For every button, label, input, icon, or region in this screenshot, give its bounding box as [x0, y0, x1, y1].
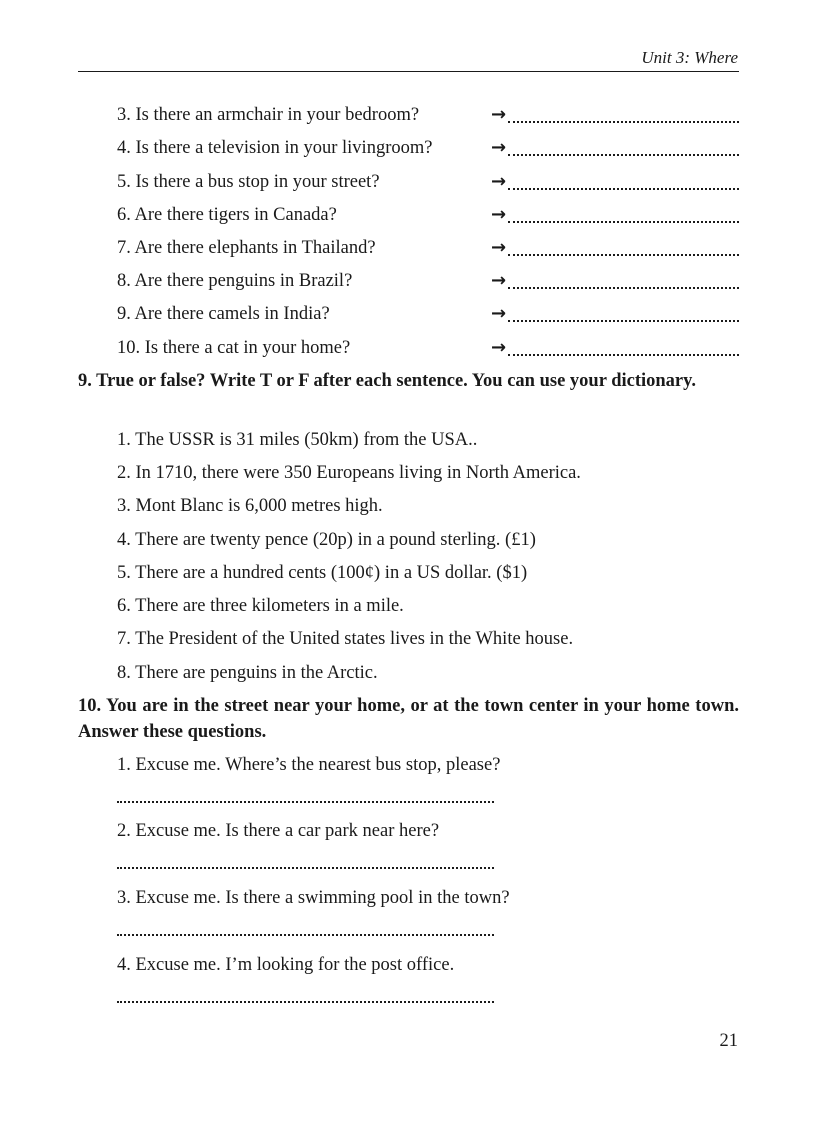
arrow-right-icon: →	[491, 337, 507, 358]
answer-blank[interactable]	[491, 104, 739, 126]
answer-line[interactable]	[117, 1001, 494, 1003]
statement-item: 1. The USSR is 31 miles (50km) from the USA..	[117, 430, 478, 450]
unit-title: Unit 3: Where	[641, 48, 738, 67]
arrow-right-icon: →	[491, 237, 507, 258]
exercise-10-heading: 10. You are in the street near your home, or at the town center in your home town. Answer these questions.	[78, 696, 739, 742]
answer-blank[interactable]	[491, 337, 739, 359]
question-item: 2. Excuse me. Is there a car park near here?	[117, 821, 440, 841]
answer-blank[interactable]	[491, 204, 739, 226]
statement-item: 5. There are a hundred cents (100¢) in a US dollar. ($1)	[117, 563, 528, 583]
question-text: 9. Are there camels in India?	[117, 304, 330, 324]
statement-item: 4. There are twenty pence (20p) in a pound sterling. (£1)	[117, 530, 536, 550]
dotted-line	[508, 320, 739, 322]
question-row	[117, 204, 739, 226]
answer-line[interactable]	[117, 801, 494, 803]
answer-blank[interactable]	[491, 171, 739, 193]
dotted-line	[508, 188, 739, 190]
answer-blank[interactable]	[491, 137, 739, 159]
question-text: 5. Is there a bus stop in your street?	[117, 172, 380, 192]
dotted-line	[508, 154, 739, 156]
question-item: 1. Excuse me. Where’s the nearest bus stop, please?	[117, 755, 501, 775]
question-text: 10. Is there a cat in your home?	[117, 338, 351, 358]
arrow-right-icon: →	[491, 104, 507, 125]
arrow-right-icon: →	[491, 204, 507, 225]
question-text: 6. Are there tigers in Canada?	[117, 205, 337, 225]
arrow-right-icon: →	[491, 171, 507, 192]
dotted-line	[508, 254, 739, 256]
dotted-line	[508, 221, 739, 223]
arrow-right-icon: →	[491, 303, 507, 324]
question-row	[117, 237, 739, 259]
statement-item: 3. Mont Blanc is 6,000 metres high.	[117, 496, 383, 516]
exercise-9-heading: 9. True or false? Write T or F after each sentence. You can use your dictionary.	[78, 371, 696, 391]
statement-item: 6. There are three kilometers in a mile.	[117, 596, 404, 616]
statement-item: 7. The President of the United states lives in the White house.	[117, 629, 574, 649]
statement-item: 8. There are penguins in the Arctic.	[117, 663, 378, 683]
question-text: 8. Are there penguins in Brazil?	[117, 271, 353, 291]
header-divider	[78, 71, 739, 72]
arrow-right-icon: →	[491, 270, 507, 291]
dotted-line	[508, 121, 739, 123]
dotted-line	[508, 287, 739, 289]
question-row	[117, 337, 739, 359]
answer-blank[interactable]	[491, 237, 739, 259]
answer-blank[interactable]	[491, 303, 739, 325]
question-item: 3. Excuse me. Is there a swimming pool in the town?	[117, 888, 510, 908]
question-row	[117, 303, 739, 325]
statement-item: 2. In 1710, there were 350 Europeans living in North America.	[117, 463, 581, 483]
dotted-line	[508, 354, 739, 356]
question-item: 4. Excuse me. I’m looking for the post office.	[117, 955, 455, 975]
question-text: 7. Are there elephants in Thailand?	[117, 238, 376, 258]
arrow-right-icon: →	[491, 137, 507, 158]
question-row	[117, 171, 739, 193]
question-text: 4. Is there a television in your livingroom?	[117, 138, 433, 158]
answer-blank[interactable]	[491, 270, 739, 292]
question-text: 3. Is there an armchair in your bedroom?	[117, 105, 420, 125]
question-row	[117, 270, 739, 292]
question-row	[117, 137, 739, 159]
answer-line[interactable]	[117, 867, 494, 869]
question-row	[117, 104, 739, 126]
answer-line[interactable]	[117, 934, 494, 936]
page-number: 21	[719, 1031, 738, 1051]
